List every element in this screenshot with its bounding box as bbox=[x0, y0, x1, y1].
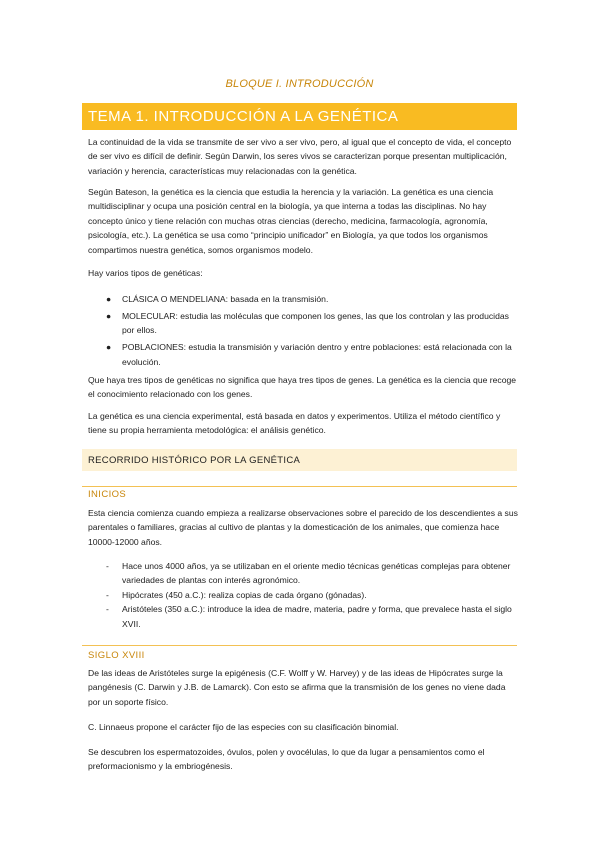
list-item-text: MOLECULAR: estudia las moléculas que componen los genes, las que los controlan y las producidas por ellos. bbox=[122, 310, 509, 336]
list-item bbox=[104, 292, 518, 306]
bullet-icon: ● bbox=[106, 294, 112, 304]
intro-paragraph-2: Según Bateson, la genética es la ciencia que estudia la herencia y la variación. La genética es una ciencia multidisciplinar y ocupa una posición central en la biología, ya que interna a todas las disciplinas. No hay concepto único y tiene relación con muchas otras ciencias (derecho, medicina, farmacología, agronomía, psicología, etc.). La genética se usa como “principio unificador” en Biología, ya que todos los organismos compartimos nuestra genética, somos organismos modelo. bbox=[88, 187, 494, 255]
list-item bbox=[104, 340, 518, 369]
inicios-paragraph: Esta ciencia comienza cuando empieza a realizarse observaciones sobre el parecido de los descendientes a sus parentales o familiares, gracias al cultivo de plantas y la domesticación de los animales, que comienza hace 10000-12000 años. bbox=[88, 508, 518, 547]
list-item-text: Hipócrates (450 a.C.): realiza copias de cada órgano (gónadas). bbox=[122, 589, 367, 600]
dash-icon: - bbox=[106, 604, 109, 615]
bullet-icon: ● bbox=[106, 342, 112, 353]
intro-paragraph-4: Que haya tres tipos de genéticas no significa que haya tres tipos de genes. La genética es la ciencia que recoge el conocimiento relacionado con los genes. bbox=[88, 375, 517, 400]
divider bbox=[82, 645, 517, 646]
divider bbox=[82, 486, 517, 487]
list-item-text: Hace unos 4000 años, ya se utilizaban en el oriente medio técnicas genéticas complejas para obtener variedades de plantas con interés agronómico. bbox=[122, 561, 511, 586]
inicios-list bbox=[104, 559, 518, 631]
genetics-types-list bbox=[104, 292, 518, 372]
section-title: RECORRIDO HISTÓRICO POR LA GENÉTICA bbox=[88, 455, 301, 466]
dash-icon: - bbox=[106, 561, 109, 571]
dash-icon: - bbox=[106, 589, 109, 600]
list-item-text: CLÁSICA O MENDELIANA: basada en la transmisión. bbox=[122, 294, 329, 304]
list-item bbox=[104, 602, 518, 631]
list-item-text: POBLACIONES: estudia la transmisión y variación dentro y entre poblaciones: está relacionada con la evolución. bbox=[122, 342, 512, 367]
chapter-title: TEMA 1. INTRODUCCIÓN A LA GENÉTICA bbox=[88, 108, 399, 125]
bullet-icon: ● bbox=[106, 310, 112, 321]
list-item-text: Aristóteles (350 a.C.): introduce la idea de madre, materia, padre y forma, que prevalece hasta el siglo XVII. bbox=[122, 604, 512, 629]
siglo-paragraph-2: C. Linnaeus propone el carácter fijo de las especies con su clasificación binomial. bbox=[88, 722, 399, 732]
list-item bbox=[104, 588, 518, 602]
siglo-paragraph-3: Se descubren los espermatozoides, óvulos, polen y ovocélulas, lo que da lugar a pensamientos como el preformacionismo y la embriogénesis. bbox=[88, 747, 485, 772]
list-item bbox=[104, 559, 518, 588]
siglo-paragraph-1: De las ideas de Aristóteles surge la epigénesis (C.F. Wolff y W. Harvey) y de las ideas de Hipócrates surge la pangénesis (C. Darwin y J.B. de Lamarck). Con esto se afirma que la transmisión de los genes no viene dada por un soporte físico. bbox=[88, 668, 506, 707]
intro-paragraph-5: La genética es una ciencia experimental, está basada en datos y experimentos. Utiliza el método científico y tiene su propia herramienta metodológica: el análisis genético. bbox=[88, 411, 501, 436]
subsection-title-inicios: INICIOS bbox=[88, 489, 127, 500]
subsection-title-siglo: SIGLO XVIII bbox=[88, 650, 145, 661]
list-item bbox=[104, 309, 518, 338]
intro-paragraph-1: La continuidad de la vida se transmite de ser vivo a ser vivo, pero, al igual que el concepto de vida, el concepto de ser vivo es difícil de definir. Según Darwin, los seres vivos se caracterizan porque presentan multiplicación, variación y herencia, características muy relacionadas con la genética. bbox=[88, 137, 512, 176]
block-title: BLOQUE I. INTRODUCCIÓN bbox=[225, 78, 374, 90]
intro-paragraph-3: Hay varios tipos de genéticas: bbox=[88, 268, 203, 278]
